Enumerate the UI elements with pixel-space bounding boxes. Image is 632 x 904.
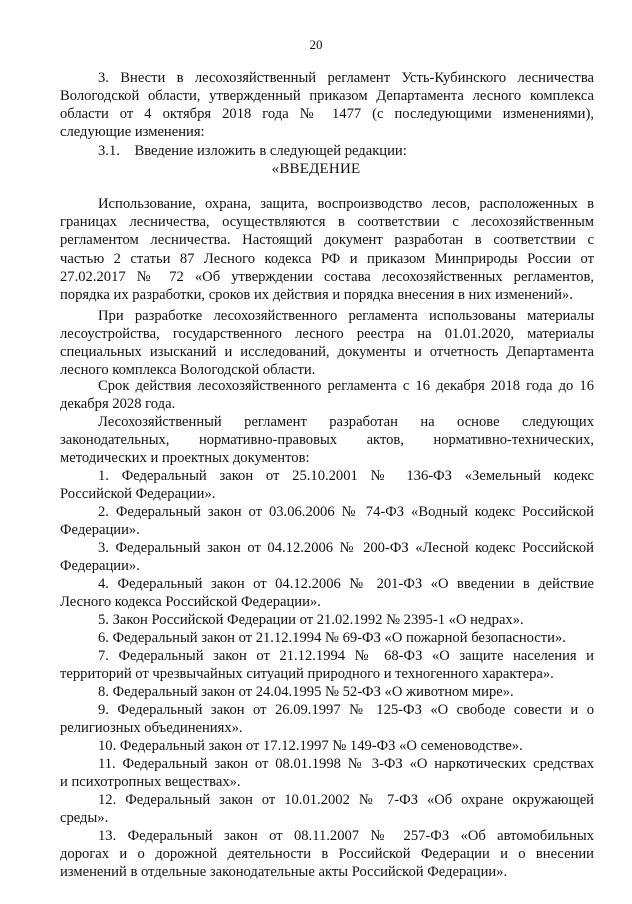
list-item-continuation: дорогах и о дорожной деятельности в Российской Федерации и о внесении xyxy=(60,846,594,862)
list-item: 7. Федеральный закон от 21.12.1994 № 68-ФЗ «О защите населения и xyxy=(98,648,594,664)
page-number: 20 xyxy=(309,37,323,52)
text-line: порядка их разработки, сроков их действия и порядка внесения в них изменений». xyxy=(60,287,573,303)
list-item: 6. Федеральный закон от 21.12.1994 № 69-ФЗ «О пожарной безопасности». xyxy=(98,630,566,646)
list-item: 1. Федеральный закон от 25.10.2001 № 136-ФЗ «Земельный кодекс xyxy=(98,468,594,484)
text-line: При разработке лесохозяйственного регламента использованы материалы xyxy=(98,308,594,324)
list-item: 9. Федеральный закон от 26.09.1997 № 125-ФЗ «О свободе совести и о xyxy=(98,702,594,718)
text-line: лесного комплекса Вологодской области. xyxy=(60,362,316,378)
list-item: 11. Федеральный закон от 08.01.1998 № 3-ФЗ «О наркотических средствах xyxy=(98,756,594,772)
text-line: частью 2 статьи 87 Лесного кодекса РФ и приказом Минприроды России от xyxy=(60,251,594,267)
list-item-continuation: среды». xyxy=(60,810,109,826)
text-line: области от 4 октября 2018 года № 1477 (с последующими изменениями), xyxy=(60,106,594,122)
list-item-continuation: Лесного кодекса Российской Федерации». xyxy=(60,594,321,610)
section-heading: «ВВЕДЕНИЕ xyxy=(271,161,361,177)
text-line: Вологодской области, утвержденный приказом Департамента лесного комплекса xyxy=(60,88,594,104)
list-item: 8. Федеральный закон от 24.04.1995 № 52-ФЗ «О животном мире». xyxy=(98,684,514,700)
text-line: Использование, охрана, защита, воспроизводство лесов, расположенных в xyxy=(98,196,594,212)
text-line: 3.1. Введение изложить в следующей редакции: xyxy=(98,143,407,159)
text-line: 3. Внести в лесохозяйственный регламент Усть-Кубинского лесничества xyxy=(98,70,594,86)
list-item-continuation: территорий от чрезвычайных ситуаций природного и техногенного характера». xyxy=(60,666,554,682)
text-line: следующие изменения: xyxy=(60,124,205,140)
list-item: 3. Федеральный закон от 04.12.2006 № 200-ФЗ «Лесной кодекс Российской xyxy=(98,540,594,556)
list-item: 5. Закон Российской Федерации от 21.02.1992 № 2395-1 «О недрах». xyxy=(98,612,524,628)
text-line: границах лесничества, осуществляются в соответствии с лесохозяйственным xyxy=(60,214,594,230)
list-item-continuation: Федерации». xyxy=(60,558,140,574)
list-item-continuation: Федерации». xyxy=(60,522,140,538)
text-line: 27.02.2017 № 72 «Об утверждении состава лесохозяйственных регламентов, xyxy=(60,269,594,285)
list-item-continuation: Российской Федерации». xyxy=(60,486,216,502)
text-line: методических и проектных документов: xyxy=(60,450,310,466)
list-item: 13. Федеральный закон от 08.11.2007 № 257-ФЗ «Об автомобильных xyxy=(98,828,594,844)
list-item: 2. Федеральный закон от 03.06.2006 № 74-ФЗ «Водный кодекс Российской xyxy=(98,504,594,520)
text-line: специальных изысканий и исследований, документы и отчетность Департамента xyxy=(60,344,594,360)
list-item-continuation: изменений в отдельные законодательные акты Российской Федерации». xyxy=(60,864,508,880)
text-line: лесоустройства, государственного лесного реестра на 01.01.2020, материалы xyxy=(60,326,594,342)
text-line: декабря 2028 года. xyxy=(60,396,176,412)
list-item-continuation: религиозных объединениях». xyxy=(60,720,243,736)
list-item: 12. Федеральный закон от 10.01.2002 № 7-ФЗ «Об охране окружающей xyxy=(98,792,594,808)
list-item: 4. Федеральный закон от 04.12.2006 № 201-ФЗ «О введении в действие xyxy=(98,576,594,592)
text-line: Срок действия лесохозяйственного регламента с 16 декабря 2018 года до 16 xyxy=(98,378,594,394)
text-line: Лесохозяйственный регламент разработан на основе следующих xyxy=(98,414,594,430)
list-item-continuation: и психотропных веществах». xyxy=(60,774,241,790)
list-item: 10. Федеральный закон от 17.12.1997 № 149-ФЗ «О семеноводстве». xyxy=(98,738,523,754)
text-line: регламентом лесничества. Настоящий документ разработан в соответствии с xyxy=(60,232,594,248)
text-line: законодательных, нормативно-правовых актов, нормативно-технических, xyxy=(60,432,594,448)
